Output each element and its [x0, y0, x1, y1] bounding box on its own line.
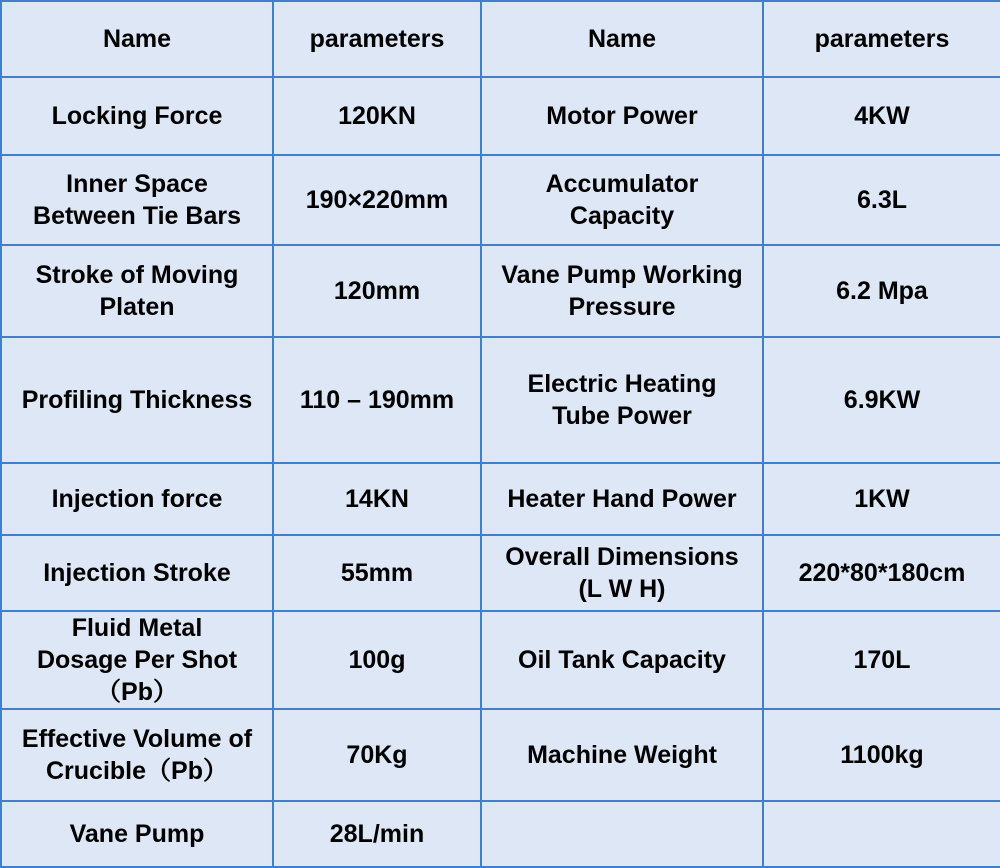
spec-name: Effective Volume of Crucible（Pb） — [1, 709, 273, 801]
spec-name: Motor Power — [481, 77, 763, 155]
spec-value: 6.3L — [763, 155, 1000, 245]
spec-value: 170L — [763, 611, 1000, 709]
spec-name: Profiling Thickness — [1, 337, 273, 463]
spec-name: Fluid Metal Dosage Per Shot （Pb） — [1, 611, 273, 709]
header-name-left: Name — [1, 1, 273, 77]
table-row — [1, 611, 1000, 709]
spec-name: Machine Weight — [481, 709, 763, 801]
table-row — [1, 463, 1000, 535]
header-row — [1, 1, 1000, 77]
spec-value: 6.9KW — [763, 337, 1000, 463]
table-row — [1, 801, 1000, 867]
spec-name: Stroke of Moving Platen — [1, 245, 273, 337]
spec-name: Accumulator Capacity — [481, 155, 763, 245]
spec-value: 120KN — [273, 77, 481, 155]
spec-value: 220*80*180cm — [763, 535, 1000, 611]
spec-name: Locking Force — [1, 77, 273, 155]
header-parameters-right: parameters — [763, 1, 1000, 77]
spec-value — [763, 801, 1000, 867]
spec-name: Injection force — [1, 463, 273, 535]
spec-name: Inner Space Between Tie Bars — [1, 155, 273, 245]
spec-value: 1KW — [763, 463, 1000, 535]
spec-value: 100g — [273, 611, 481, 709]
spec-name: Vane Pump Working Pressure — [481, 245, 763, 337]
spec-name — [481, 801, 763, 867]
spec-name: Injection Stroke — [1, 535, 273, 611]
spec-value: 70Kg — [273, 709, 481, 801]
table-row — [1, 77, 1000, 155]
table-body — [1, 77, 1000, 867]
spec-value: 1100kg — [763, 709, 1000, 801]
spec-name: Oil Tank Capacity — [481, 611, 763, 709]
table-row — [1, 245, 1000, 337]
spec-value: 110 – 190mm — [273, 337, 481, 463]
header-name-right: Name — [481, 1, 763, 77]
spec-name: Electric Heating Tube Power — [481, 337, 763, 463]
spec-name: Overall Dimensions (L W H) — [481, 535, 763, 611]
table-row — [1, 535, 1000, 611]
header-parameters-left: parameters — [273, 1, 481, 77]
table-row — [1, 155, 1000, 245]
spec-value: 14KN — [273, 463, 481, 535]
spec-value: 55mm — [273, 535, 481, 611]
spec-value: 120mm — [273, 245, 481, 337]
spec-value: 28L/min — [273, 801, 481, 867]
spec-value: 4KW — [763, 77, 1000, 155]
spec-value: 190×220mm — [273, 155, 481, 245]
spec-value: 6.2 Mpa — [763, 245, 1000, 337]
table-header — [1, 1, 1000, 77]
spec-name: Vane Pump — [1, 801, 273, 867]
spec-name: Heater Hand Power — [481, 463, 763, 535]
table-row — [1, 337, 1000, 463]
table-row — [1, 709, 1000, 801]
